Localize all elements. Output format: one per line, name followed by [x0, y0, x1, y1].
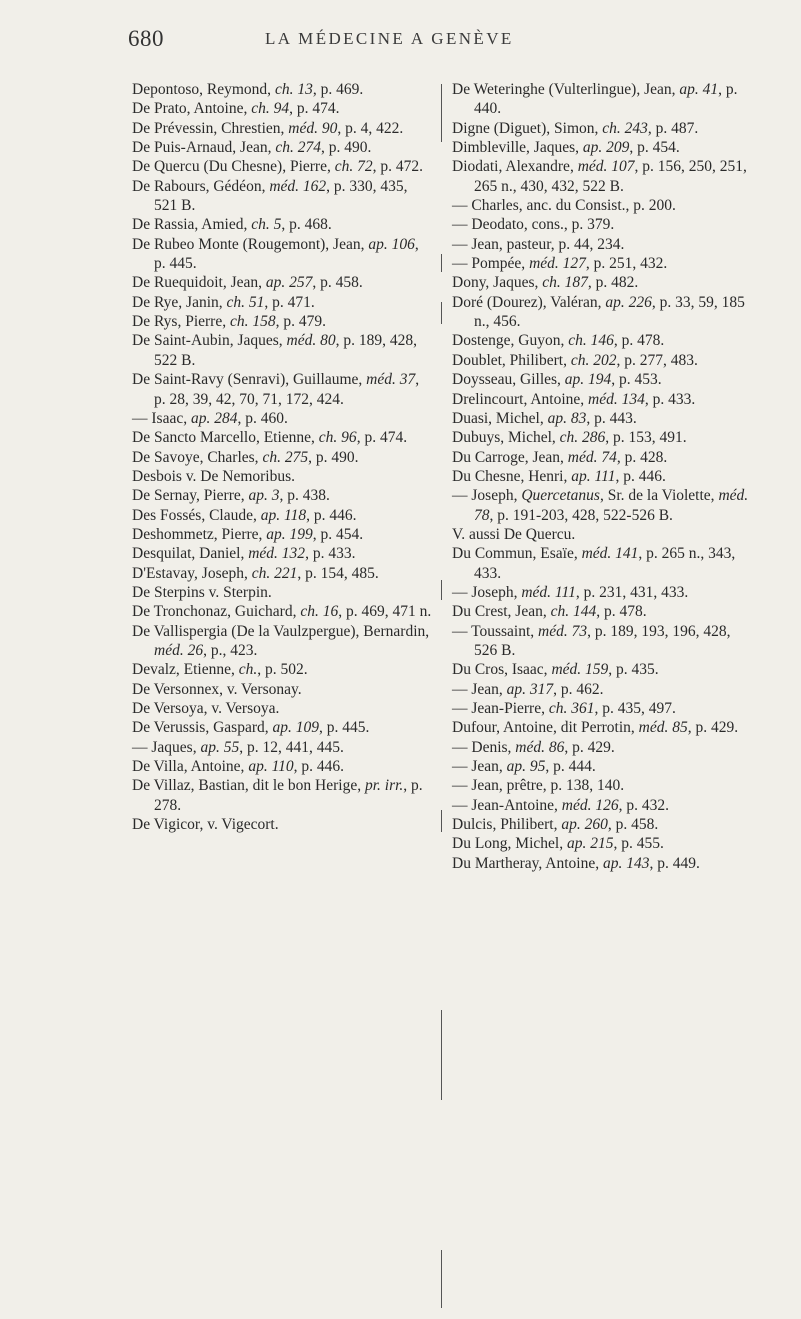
index-entry: De Versoya, v. Versoya. [132, 700, 280, 717]
index-entry: Dubuys, Michel, ch. 286, p. 153, 491. [452, 429, 687, 447]
index-entry: Du Commun, Esaïe, méd. 141, p. 265 n., 343, 433. [452, 545, 736, 582]
column-rule-segment [441, 302, 442, 324]
index-entry: Dimbleville, Jaques, ap. 209, p. 454. [452, 139, 680, 157]
running-title: LA MÉDECINE A GENÈVE [265, 29, 514, 48]
index-entry: — Deodato, cons., p. 379. [452, 216, 615, 234]
index-entry: — Denis, méd. 86, p. 429. [452, 738, 615, 756]
index-entry: — Jean, ap. 95, p. 444. [452, 758, 596, 776]
index-entry: — Toussaint, méd. 73, p. 189, 193, 196, 428, 526 B. [452, 622, 731, 659]
index-entry: Doublet, Philibert, ch. 202, p. 277, 483. [452, 351, 698, 369]
index-entry: De Vallispergia (De la Vaulzpergue), Bernardin, méd. 26, p., 423. [132, 622, 430, 659]
index-entry: De Vigicor, v. Vigecort. [132, 816, 279, 834]
index-entry: Du Crest, Jean, ch. 144, p. 478. [452, 603, 647, 621]
index-entry: De Savoye, Charles, ch. 275, p. 490. [132, 448, 359, 466]
index-entry: Doysseau, Gilles, ap. 194, p. 453. [452, 371, 662, 389]
index-entry: — Jaques, ap. 55, p. 12, 441, 445. [132, 738, 344, 756]
index-entry: — Joseph, Quercetanus, Sr. de la Violette, méd. 78, p. 191-203, 428, 522-526 B. [452, 487, 749, 524]
index-entry: — Isaac, ap. 284, p. 460. [132, 409, 288, 427]
index-entry: Dostenge, Guyon, ch. 146, p. 478. [452, 332, 665, 350]
index-entry: De Villaz, Bastian, dit le bon Herige, pr. irr., p. 278. [132, 777, 423, 814]
column-rule-segment [441, 254, 442, 272]
index-entry: De Villa, Antoine, ap. 110, p. 446. [132, 758, 345, 776]
index-entry: De Rabours, Gédéon, méd. 162, p. 330, 435, 521 B. [132, 177, 408, 215]
index-entry: Du Carroge, Jean, méd. 74, p. 428. [452, 448, 668, 466]
index-entry: — Jean, prêtre, p. 138, 140. [452, 777, 625, 795]
index-entry: De Ruequidoit, Jean, ap. 257, p. 458. [132, 274, 363, 292]
index-entry: De Saint-Ravy (Senravi), Guillaume, méd. 37, p. 28, 39, 42, 70, 71, 172, 424. [132, 371, 420, 408]
index-entry: De Prato, Antoine, ch. 94, p. 474. [132, 100, 340, 118]
index-entry: Du Long, Michel, ap. 215, p. 455. [452, 835, 664, 853]
page-number: 680 [128, 26, 164, 51]
index-entry: Deshommetz, Pierre, ap. 199, p. 454. [132, 525, 364, 543]
index-entry: De Prévessin, Chrestien, méd. 90, p. 4, 422. [132, 119, 404, 137]
index-entry: De Rubeo Monte (Rougemont), Jean, ap. 106, p. 445. [132, 235, 419, 273]
index-entry: Depontoso, Reymond, ch. 13, p. 469. [132, 81, 364, 98]
index-entry: — Charles, anc. du Consist., p. 200. [452, 197, 676, 215]
index-entry: Du Martheray, Antoine, ap. 143, p. 449. [452, 854, 700, 872]
index-entry: De Versonnex, v. Versonay. [132, 680, 302, 698]
index-entry: — Jean, pasteur, p. 44, 234. [452, 235, 625, 253]
column-rule-segment [441, 580, 442, 600]
index-entry: — Pompée, méd. 127, p. 251, 432. [452, 255, 668, 273]
index-entry: — Jean-Pierre, ch. 361, p. 435, 497. [452, 700, 676, 717]
index-entry: D'Estavay, Joseph, ch. 221, p. 154, 485. [132, 564, 379, 582]
index-entry: De Quercu (Du Chesne), Pierre, ch. 72, p. 472. [132, 158, 423, 176]
index-entry: Desquilat, Daniel, méd. 132, p. 433. [132, 545, 356, 563]
index-entry: De Rye, Janin, ch. 51, p. 471. [132, 293, 315, 311]
column-rule-segment [441, 1250, 442, 1308]
index-entry: De Puis-Arnaud, Jean, ch. 274, p. 490. [132, 139, 372, 157]
index-entry: Desbois v. De Nemoribus. [132, 467, 296, 485]
index-entry: Du Chesne, Henri, ap. 111, p. 446. [452, 467, 666, 485]
index-entry: Dulcis, Philibert, ap. 260, p. 458. [452, 816, 659, 834]
page-header [0, 26, 801, 56]
index-entry: Des Fossés, Claude, ap. 118, p. 446. [132, 506, 357, 524]
index-entry: Drelincourt, Antoine, méd. 134, p. 433. [452, 390, 696, 408]
index-entry: — Jean-Antoine, méd. 126, p. 432. [452, 796, 669, 814]
index-entry: Du Cros, Isaac, méd. 159, p. 435. [452, 661, 659, 679]
index-entry: De Sterpins v. Sterpin. [132, 583, 272, 601]
index-entry: Diodati, Alexandre, méd. 107, p. 156, 250, 251, 265 n., 430, 432, 522 B. [452, 158, 747, 195]
column-rule-segment [441, 84, 442, 142]
index-entry: Doré (Dourez), Valéran, ap. 226, p. 33, 59, 185 n., 456. [452, 293, 745, 331]
index-entry: De Saint-Aubin, Jaques, méd. 80, p. 189, 428, 522 B. [132, 332, 417, 369]
index-entry: Devalz, Etienne, ch., p. 502. [132, 661, 308, 679]
index-entry: De Rys, Pierre, ch. 158, p. 479. [132, 313, 326, 331]
index-entry: — Joseph, méd. 111, p. 231, 431, 433. [452, 583, 689, 601]
index-entry: Digne (Diguet), Simon, ch. 243, p. 487. [452, 119, 699, 137]
index-entry: Dufour, Antoine, dit Perrotin, méd. 85, p. 429. [452, 719, 739, 737]
index-entry: De Sancto Marcello, Etienne, ch. 96, p. 474. [132, 429, 408, 447]
index-entry: Duasi, Michel, ap. 83, p. 443. [452, 409, 637, 427]
left-column [132, 80, 432, 834]
index-entry: De Weteringhe (Vulterlingue), Jean, ap. 41, p. 440. [452, 81, 738, 118]
index-entry: De Rassia, Amied, ch. 5, p. 468. [132, 216, 332, 234]
column-rule-segment [441, 1010, 442, 1100]
index-entry: — Jean, ap. 317, p. 462. [452, 680, 604, 698]
right-column [452, 80, 757, 873]
index-entry: V. aussi De Quercu. [452, 525, 576, 543]
index-entry: De Verussis, Gaspard, ap. 109, p. 445. [132, 719, 370, 737]
index-entry: Dony, Jaques, ch. 187, p. 482. [452, 274, 639, 292]
index-entry: De Tronchonaz, Guichard, ch. 16, p. 469, 471 n. [132, 603, 432, 621]
column-rule-segment [441, 810, 442, 832]
index-entry: De Sernay, Pierre, ap. 3, p. 438. [132, 487, 330, 505]
